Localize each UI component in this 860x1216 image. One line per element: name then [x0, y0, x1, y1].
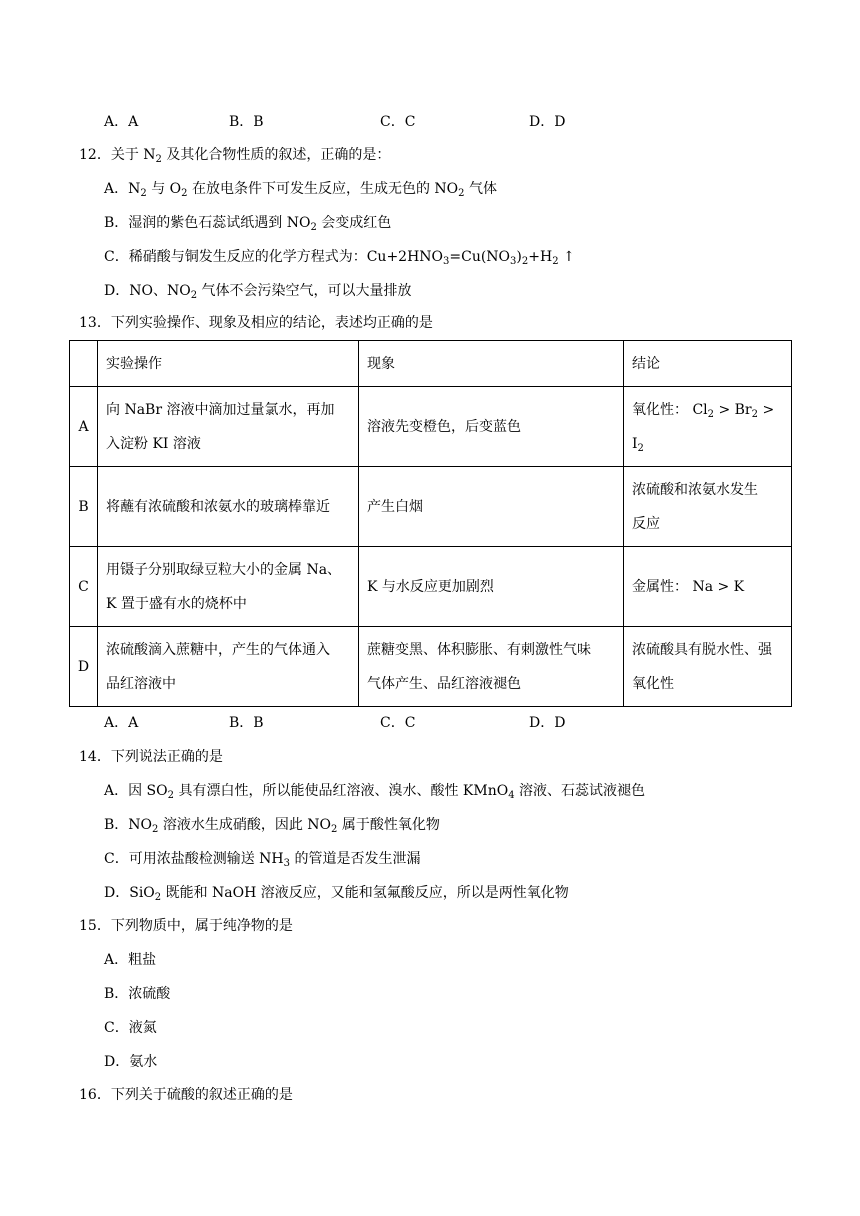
q12-stem: 12．关于 $N_2$ 及其化合物性质的叙述，正确的是：	[79, 147, 391, 165]
q13-option-a: A．A	[104, 715, 139, 731]
q12-option-a: A．$N_2$ 与 $O_2$ 在放电条件下可发生反应，生成无色的 $NO_2$ 气体	[104, 181, 497, 199]
conclusion-cell: 浓硫酸具有脱水性、强 氧化性	[624, 627, 792, 707]
q12-option-b: B．湿润的紫色石蕊试纸遇到 $NO_2$ 会变成红色	[104, 215, 392, 233]
conclusion-cell: 浓硫酸和浓氨水发生 反应	[624, 467, 792, 547]
operation-cell: 向 NaBr 溶液中滴加过量氯水，再加 入淀粉 KI 溶液	[98, 387, 359, 467]
q12-option-d: D．NO、$NO_2$ 气体不会污染空气，可以大量排放	[104, 283, 412, 301]
table-row	[70, 467, 792, 547]
q16-stem: 16．下列关于硫酸的叙述正确的是	[79, 1087, 293, 1103]
row-label: B	[70, 467, 98, 547]
q11-option-d: D．D	[529, 114, 566, 130]
q14-option-c: C．可用浓盐酸检测输送 $NH_3$ 的管道是否发生泄漏	[104, 851, 421, 869]
q15-option-d: D．氨水	[104, 1054, 158, 1070]
table-header-row	[70, 341, 792, 387]
table-row	[70, 387, 792, 467]
conclusion-cell: 金属性： Na > K	[624, 547, 792, 627]
operation-cell: 将蘸有浓硫酸和浓氨水的玻璃棒靠近	[98, 467, 359, 547]
q15-stem: 15．下列物质中，属于纯净物的是	[79, 918, 293, 934]
q13-option-c: C．C	[380, 715, 416, 731]
header-cell-label	[70, 341, 98, 387]
phenomenon-cell: K 与水反应更加剧烈	[359, 547, 624, 627]
row-label: A	[70, 387, 98, 467]
conclusion-cell: 氧化性： $Cl_2 > Br_2 > I_2$	[624, 387, 792, 467]
q15-option-c: C．液氮	[104, 1020, 157, 1036]
q14-stem: 14．下列说法正确的是	[79, 749, 223, 765]
q14-option-a: A．因 $SO_2$ 具有漂白性，所以能使品红溶液、溴水、酸性 KMnO$_4$ 溶液、石蕊试液褪色	[104, 783, 646, 801]
experiment-table	[69, 340, 792, 707]
q13-option-d: D．D	[529, 715, 566, 731]
operation-cell: 用镊子分别取绿豆粒大小的金属 Na、 K 置于盛有水的烧杯中	[98, 547, 359, 627]
q15-option-a: A．粗盐	[104, 952, 157, 968]
operation-cell: 浓硫酸滴入蔗糖中，产生的气体通入 品红溶液中	[98, 627, 359, 707]
phenomenon-cell: 产生白烟	[359, 467, 624, 547]
row-label: C	[70, 547, 98, 627]
header-cell-conclusion: 结论	[624, 341, 792, 387]
q11-option-c: C．C	[380, 114, 416, 130]
q11-option-b: B．B	[229, 114, 264, 130]
q14-option-d: D．SiO$_2$ 既能和 NaOH 溶液反应，又能和氢氟酸反应，所以是两性氧化物	[104, 885, 569, 903]
table-row	[70, 627, 792, 707]
table-row	[70, 547, 792, 627]
row-label: D	[70, 627, 98, 707]
q13-stem: 13．下列实验操作、现象及相应的结论，表述均正确的是	[79, 315, 433, 331]
header-cell-operation: 实验操作	[98, 341, 359, 387]
q15-option-b: B．浓硫酸	[104, 986, 171, 1002]
q13-option-b: B．B	[229, 715, 264, 731]
q12-option-c: C．稀硝酸与铜发生反应的化学方程式为：$Cu+2HNO_3=Cu(NO_3)_2+H_2$ ↑	[104, 249, 575, 267]
phenomenon-cell: 蔗糖变黑、体积膨胀、有刺激性气味 气体产生、品红溶液褪色	[359, 627, 624, 707]
phenomenon-cell: 溶液先变橙色，后变蓝色	[359, 387, 624, 467]
q14-option-b: B．$NO_2$ 溶液水生成硝酸，因此 $NO_2$ 属于酸性氧化物	[104, 817, 440, 835]
q11-option-a: A．A	[104, 114, 139, 130]
header-cell-phenomenon: 现象	[359, 341, 624, 387]
